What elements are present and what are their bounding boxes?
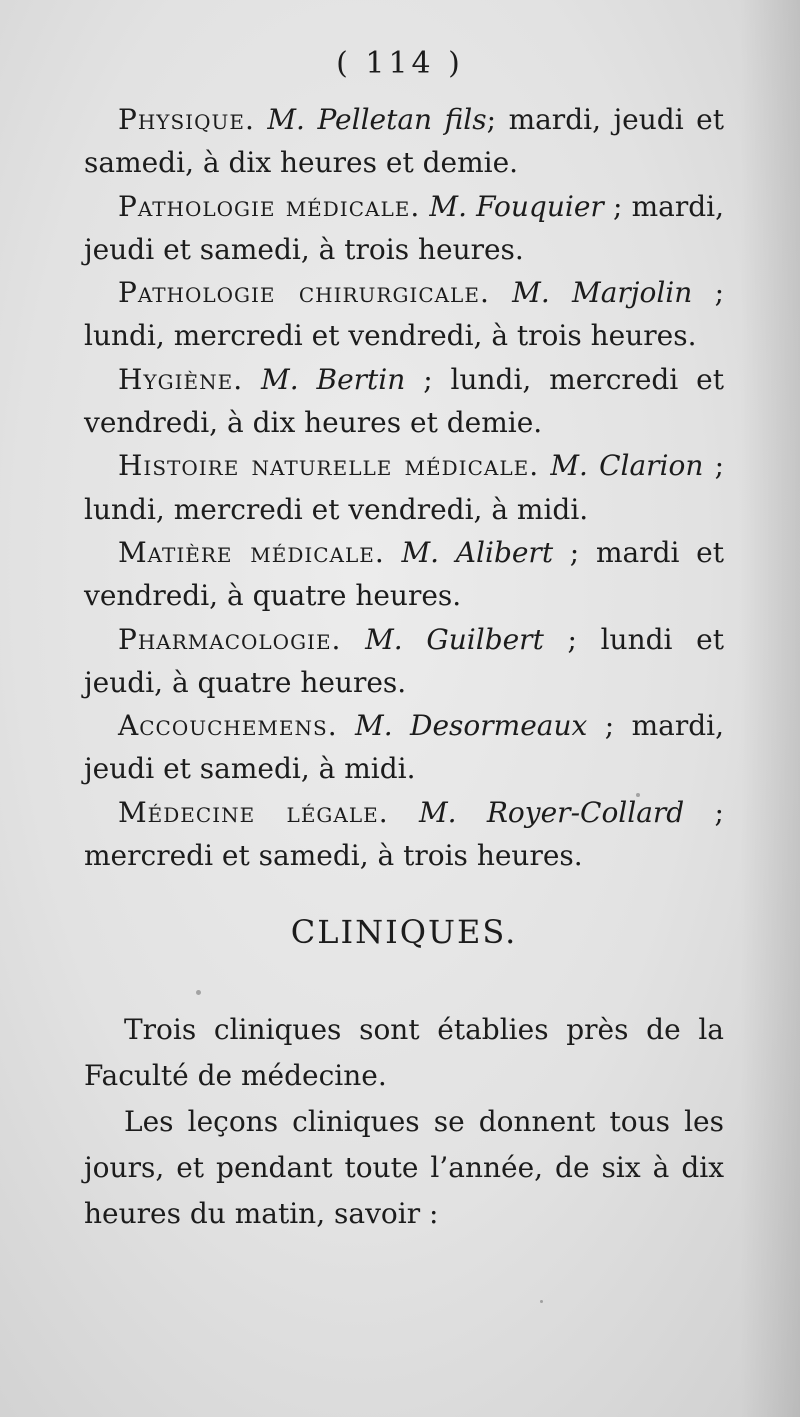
- course-entry: [84, 704, 724, 791]
- course-schedule: ; mardi, jeudi et samedi, à dix heures et demie.: [84, 103, 725, 180]
- course-entry: [84, 271, 724, 358]
- course-entry: [84, 358, 724, 445]
- course-professor: M. Clarion: [550, 449, 704, 483]
- course-professor: M. Desormeaux: [355, 709, 588, 743]
- course-professor: M. Fouquier: [429, 189, 604, 223]
- course-subject: Pathologie chirurgicale.: [118, 276, 490, 310]
- paragraph: Trois cliniques sont établies près de la Faculté de médecine.: [84, 1012, 724, 1092]
- course-schedule: ; mardi et vendredi, à quatre heures.: [84, 535, 725, 613]
- course-professor: M. Royer-Collard: [418, 795, 685, 829]
- course-entry: [84, 444, 724, 531]
- course-schedule: ; mardi, jeudi et samedi, à trois heures.: [84, 189, 724, 266]
- course-entry: [84, 791, 724, 878]
- course-subject: Physique.: [118, 103, 255, 136]
- course-schedule: ; lundi, mercredi et vendredi, à dix heures et demie.: [84, 362, 724, 440]
- section-heading: CLINIQUES.: [290, 913, 518, 952]
- course-professor: M. Alibert: [401, 535, 554, 569]
- paragraph: Les leçons cliniques se donnent tous les jours, et pendant toute l’année, de six à dix heures du matin, savoir :: [84, 1104, 724, 1230]
- course-entry: [84, 185, 724, 272]
- page-number: ( 114 ): [336, 46, 464, 81]
- course-schedule: ; lundi et jeudi, à quatre heures.: [84, 622, 724, 699]
- course-subject: Médecine légale.: [118, 795, 389, 829]
- course-schedule: ; lundi, mercredi et vendredi, à trois heures.: [84, 276, 724, 353]
- course-schedule: ; lundi, mercredi et vendredi, à midi.: [84, 449, 724, 526]
- course-subject: Pharmacologie.: [118, 622, 342, 656]
- course-entry: [84, 618, 724, 705]
- page-text: [84, 98, 724, 1237]
- course-subject: Hygiène.: [118, 362, 244, 396]
- course-schedule: ; mardi, jeudi et samedi, à midi.: [84, 709, 724, 786]
- course-entry: [84, 531, 724, 618]
- course-subject: Pathologie médicale.: [118, 189, 421, 223]
- course-subject: Histoire naturelle médicale.: [118, 449, 540, 483]
- page-edge-shadow: [740, 0, 800, 1417]
- course-professor: M. Bertin: [261, 362, 406, 396]
- course-schedule: ; mercredi et samedi, à trois heures.: [84, 795, 724, 873]
- course-professor: M. Pelletan fils: [267, 103, 487, 136]
- course-professor: M. Marjolin: [512, 276, 693, 310]
- paper-speck: [540, 1300, 543, 1303]
- course-subject: Accouchemens.: [118, 709, 338, 743]
- course-entry: [84, 98, 724, 185]
- course-subject: Matière médicale.: [118, 535, 385, 569]
- course-professor: M. Guilbert: [365, 622, 544, 656]
